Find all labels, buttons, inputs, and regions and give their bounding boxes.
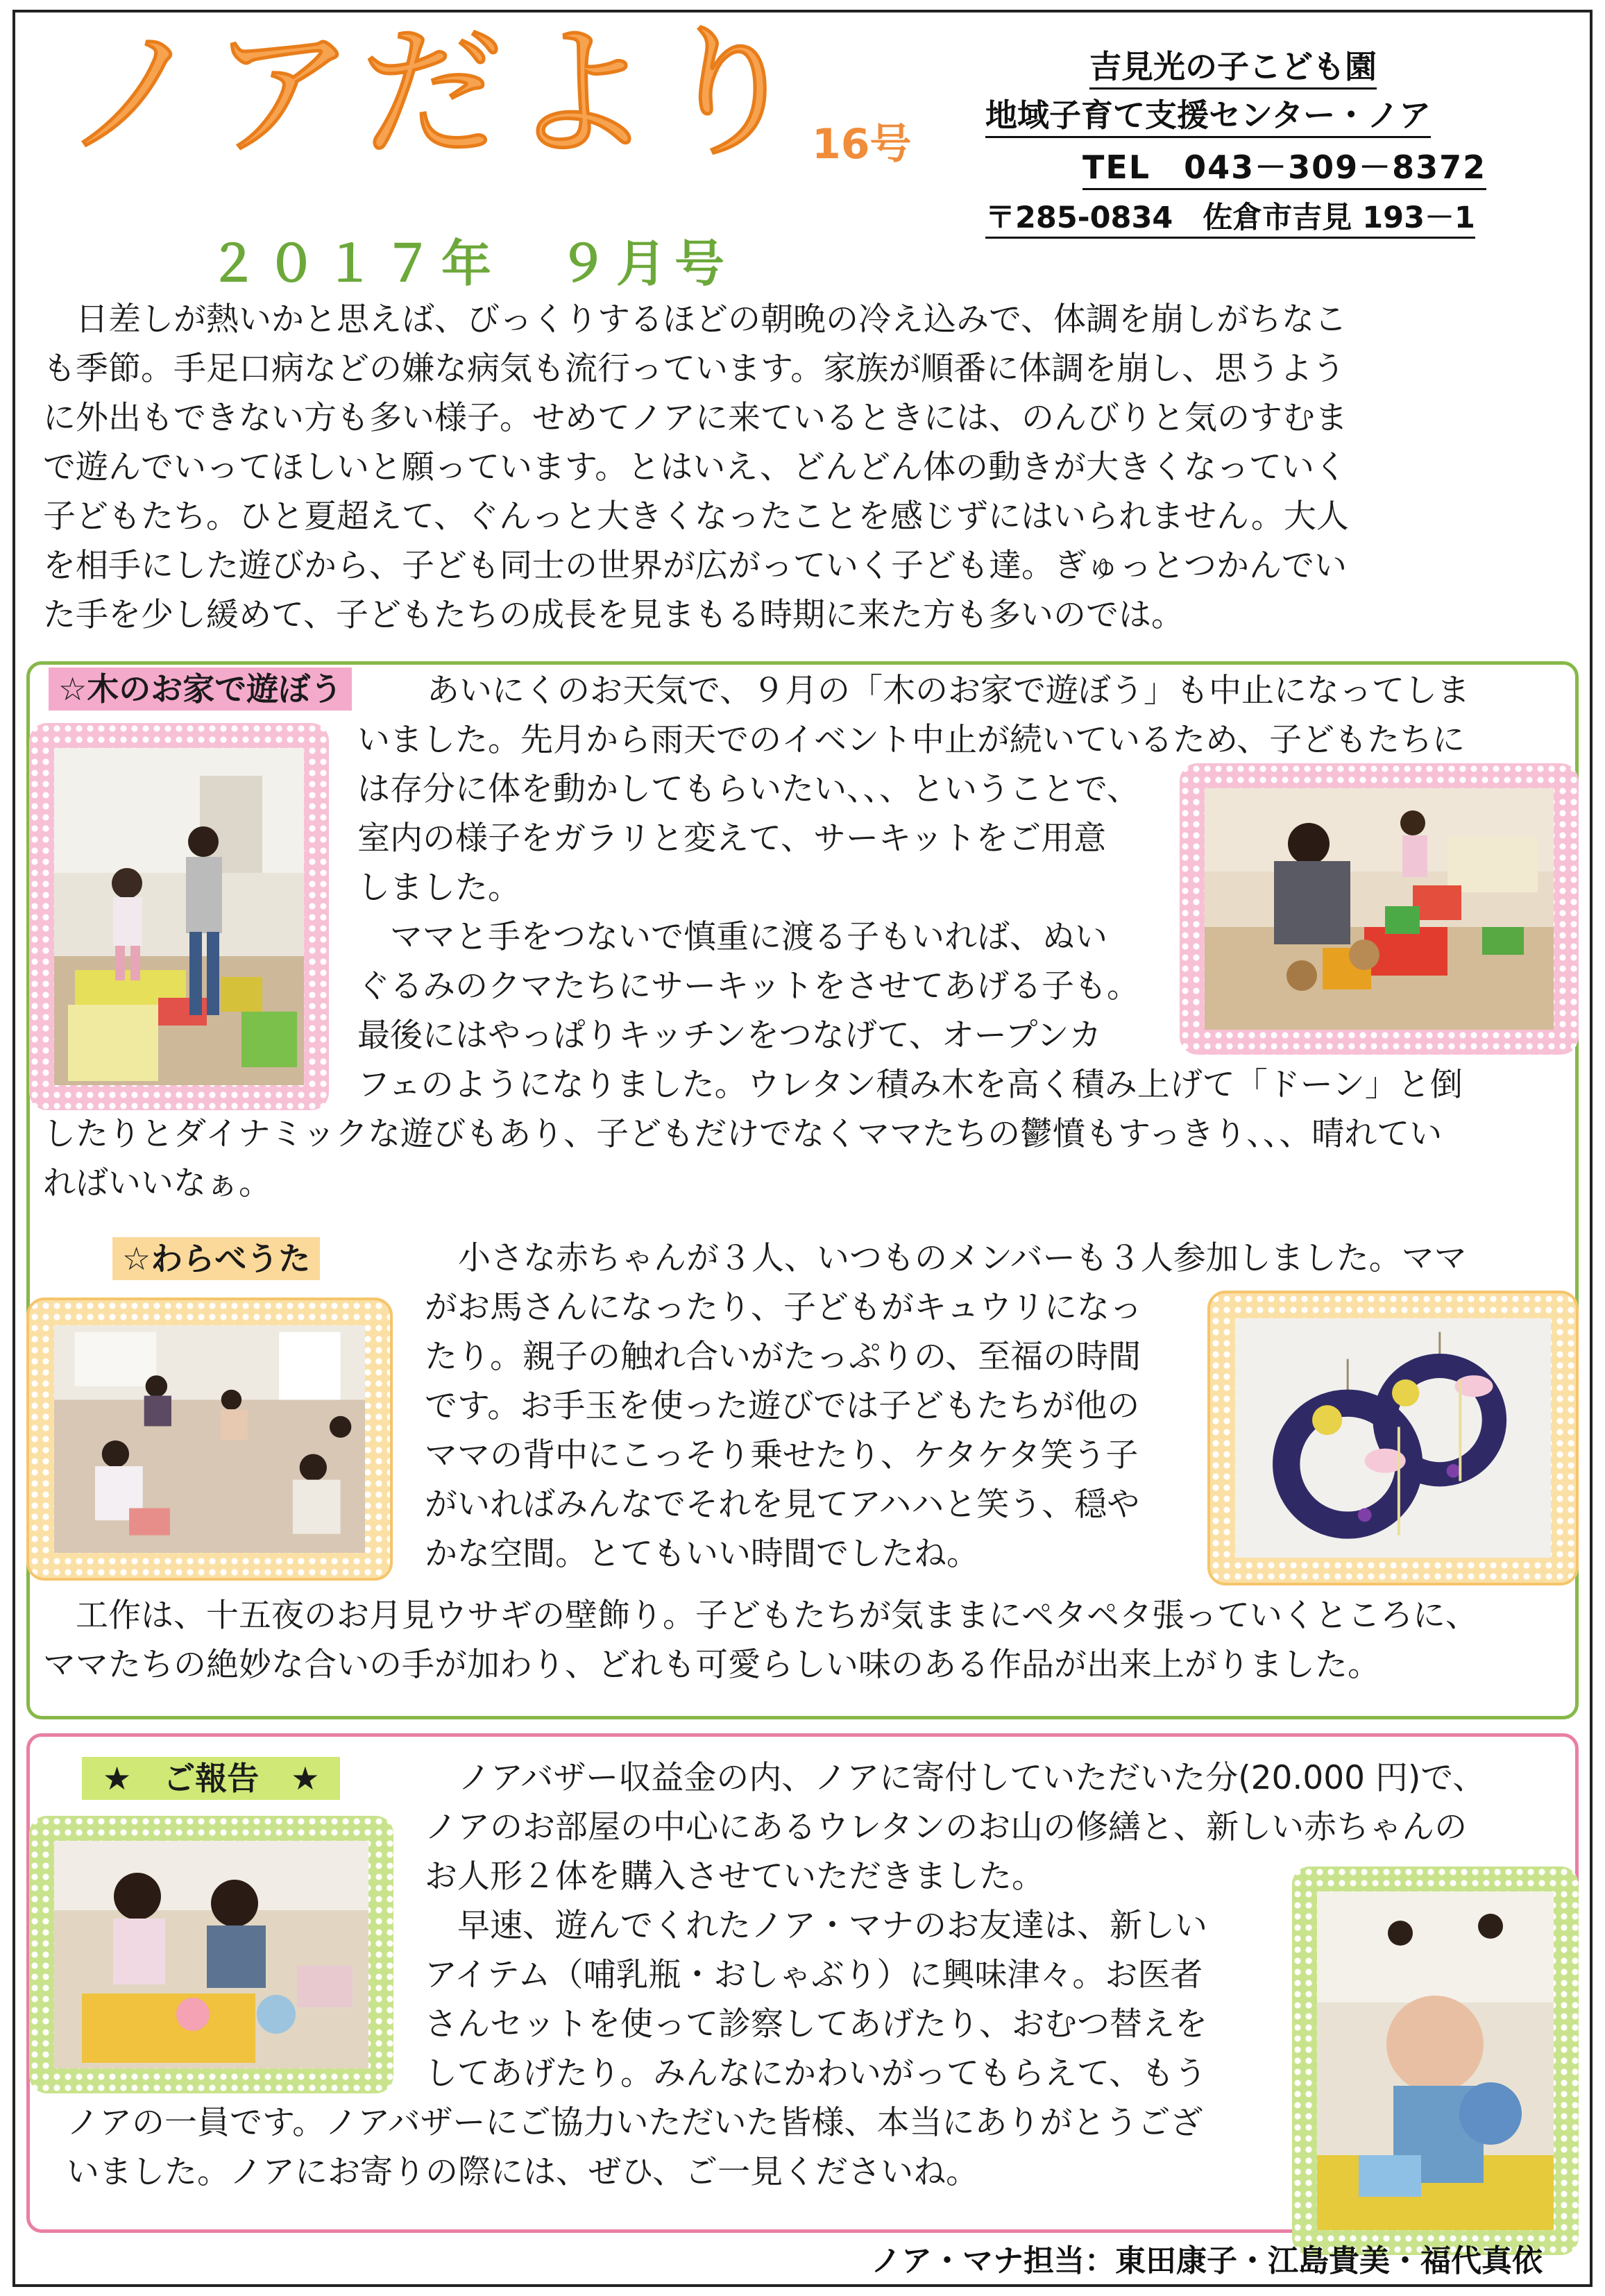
wood-line: いました。先月から雨天でのイベント中止が続いているため、子どもたちに — [357, 721, 1466, 759]
photo-parents-circle — [54, 1325, 365, 1553]
report-line: さんセットを使って診察してあげたり、おむつ替えを — [425, 2005, 1207, 2043]
wood-line: ぐるみのクマたちにサーキットをさせてあげる子も。 — [357, 967, 1140, 1005]
photo-frame-circuit-1 — [29, 723, 329, 1110]
report-line: ノアのお部屋の中心にあるウレタンのお山の修繕と、新しい赤ちゃんの — [425, 1808, 1468, 1846]
report-line: お人形２体を購入させていただきました。 — [425, 1857, 1044, 1896]
intro-line: た手を少し緩めて、子どもたちの成長を見まもる時期に来た方も多いのでは。 — [43, 596, 1184, 634]
report-line: いました。ノアにお寄りの際には、ぜひ、ご一見くださいね。 — [67, 2153, 979, 2191]
photo-moon-rabbit-wreaths — [1235, 1318, 1551, 1558]
org-tel: TEL 043－309－8372 — [1082, 142, 1486, 190]
report-line: アイテム（哺乳瓶・おしゃぶり）に興味津々。お医者 — [425, 1956, 1203, 1994]
photo-children-with-dolls — [54, 1841, 368, 2068]
photo-frame-craft — [1207, 1291, 1579, 1585]
intro-paragraph — [43, 295, 1566, 640]
report-line: してあげたり。みんなにかわいがってもらえて、もう — [425, 2055, 1207, 2093]
org-name: 吉見光の子こども園 — [1089, 42, 1377, 90]
wood-line: ママと手をつないで慎重に渡る子もいれば、ぬい — [357, 918, 1107, 956]
intro-line: に外出もできない方も多い様子。せめてノアに来ているときには、のんびりと気のすむま — [43, 399, 1348, 437]
section-tag-warabe: ☆わらべうた — [112, 1237, 320, 1280]
warabe-line: ママたちの絶妙な合いの手が加わり、どれも可愛らしい味のある作品が出来上がりました。 — [43, 1646, 1380, 1684]
wood-line: あいにくのお天気で、９月の「木のお家で遊ぼう」も中止になってしま — [427, 672, 1470, 710]
wood-line: は存分に体を動かしてもらいたい、、、ということで、 — [357, 770, 1140, 808]
section-tag-report: ★ ご報告 ★ — [82, 1757, 340, 1800]
intro-line: も季節。手足口病などの嫌な病気も流行っています。家族が順番に体調を崩し、思うよう — [43, 350, 1345, 388]
intro-line: で遊んでいってほしいと願っています。とはいえ、どんどん体の動きが大きくなっていく — [43, 448, 1348, 486]
photo-child-on-blocks — [54, 748, 304, 1085]
wood-line: したりとダイナミックな遊びもあり、子どもだけでなくママたちの鬱憤もすっきり、、、晴れてい — [43, 1115, 1443, 1153]
photo-baby-with-doll — [1317, 1891, 1554, 2230]
photo-frame-dolls — [29, 1816, 393, 2093]
photo-frame-circuit-2 — [1180, 763, 1579, 1055]
wood-line: 最後にはやっぱりキッチンをつなげて、オープンカ — [357, 1017, 1102, 1055]
warabe-line: たり。親子の触れ合いがたっぷりの、至福の時間 — [425, 1338, 1141, 1376]
org-address: 〒285-0834 佐倉市吉見 193－1 — [985, 194, 1475, 239]
warabe-line: 工作は、十五夜のお月見ウサギの壁飾り。子どもたちが気ままにペタペタ張っていくところに、 — [43, 1597, 1478, 1635]
wood-line: フェのようになりました。ウレタン積み木を高く積み上げて「ドーン」と倒 — [357, 1066, 1463, 1104]
photo-frame-baby — [1292, 1866, 1579, 2255]
org-center: 地域子育て支援センター・ノア — [985, 90, 1431, 138]
photo-parent-with-bears — [1205, 788, 1554, 1030]
warabe-line: がお馬さんになったり、子どもがキュウリになっ — [425, 1289, 1142, 1327]
report-line: 早速、遊んでくれたノア・マナのお友達は、新しい — [425, 1907, 1207, 1945]
report-line: ノアの一員です。ノアバザーにご協力いただいた皆様、本当にありがとうござ — [67, 2104, 1203, 2142]
issue-date: ２０１７年 ９月号 — [208, 235, 733, 293]
warabe-line: です。お手玉を使った遊びでは子どもたちが他の — [425, 1387, 1140, 1425]
wood-line: ればいいなぁ。 — [43, 1164, 271, 1202]
staff-credits: ノア・マナ担当：東田康子・江島貴美・福代真依 — [871, 2243, 1543, 2279]
section-tag-wood-house: ☆木のお家で遊ぼう — [49, 667, 352, 711]
wood-line: 室内の様子をガラリと変えて、サーキットをご用意 — [357, 819, 1107, 858]
warabe-line: がいればみんなでそれを見てアハハと笑う、穏や — [425, 1486, 1140, 1524]
issue-number: 16号 — [812, 120, 912, 169]
warabe-line: 小さな赤ちゃんが３人、いつものメンバーも３人参加しました。ママ — [458, 1239, 1467, 1277]
warabe-line: ママの背中にこっそり乗せたり、ケタケタ笑う子 — [425, 1436, 1139, 1474]
intro-line: 日差しが熱いかと思えば、びっくりするほどの朝晩の冷え込みで、体調を崩しがちなこ — [43, 300, 1348, 339]
photo-frame-warabe — [26, 1298, 393, 1581]
report-line: ノアバザー収益金の内、ノアに寄付していただいた分(20.000 円)で、 — [458, 1759, 1486, 1797]
newsletter-title: ノアだより — [62, 11, 808, 176]
warabe-line: かな空間。とてもいい時間でしたね。 — [425, 1535, 979, 1573]
intro-line: 子どもたち。ひと夏超えて、ぐんっと大きくなったことを感じずにはいられません。大人 — [43, 498, 1349, 536]
intro-line: を相手にした遊びから、子ども同士の世界が広がっていく子ども達。ぎゅっとつかんでい — [43, 547, 1348, 585]
wood-line: しました。 — [357, 869, 520, 907]
